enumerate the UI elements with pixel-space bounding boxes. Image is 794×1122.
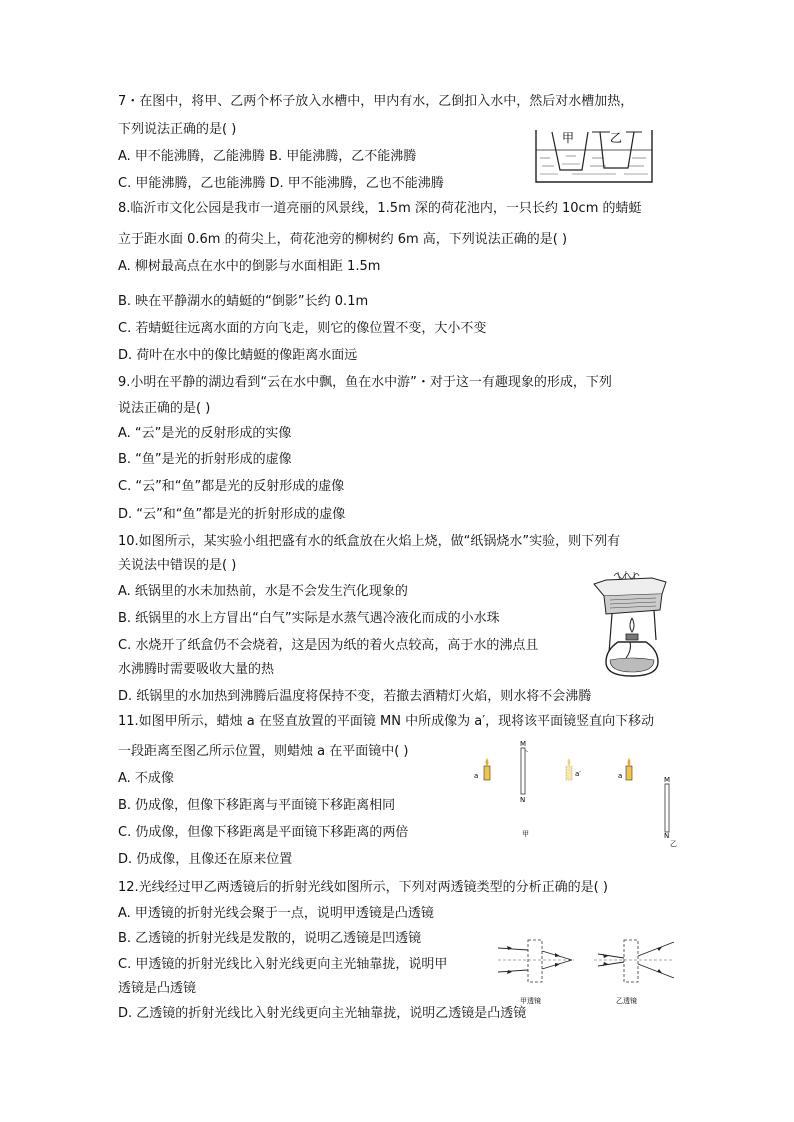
q9-stem-line2: 说法正确的是( ) [118,401,211,416]
q8-stem-line1: 8.临沂市文化公园是我市一道亮丽的风景线，1.5m 深的荷花池内，一只长约 10cm 的蜻蜓 [118,201,642,216]
q7-option-ab: A. 甲不能沸腾，乙能沸腾 B. 甲能沸腾，乙不能沸腾 [118,149,417,164]
q12-lens-figure [494,930,678,1010]
q11-stem-line2: 一段距离至图乙所示位置，则蜡烛 a 在平面镜中( ) [118,744,409,759]
q8-stem-line2: 立于距水面 0.6m 的荷尖上，荷花池旁的柳树约 6m 高，下列说法正确的是( ) [118,232,568,247]
q11-label-jia: 甲 [522,830,529,838]
q10-paper-pot-figure [592,570,670,682]
q10-option-d: D. 纸锅里的水加热到沸腾后温度将保持不变，若撤去酒精灯火焰，则水将不会沸腾 [118,689,592,704]
q10-stem-line1: 10.如图所示，某实验小组把盛有水的纸盒放在火焰上烧，做“纸锅烧水”实验，则下列有 [118,534,621,549]
q11-label-aprime: a′ [575,770,581,778]
q7-label-jia: 甲 [562,131,575,145]
q12-option-a: A. 甲透镜的折射光线会聚于一点，说明甲透镜是凸透镜 [118,906,434,921]
q9-option-c: C. “云”和“鱼”都是光的反射形成的虚像 [118,479,345,494]
q9-option-b: B. “鱼”是光的折射形成的虚像 [118,452,292,467]
q12-option-c: C. 甲透镜的折射光线比入射光线更向主光轴靠拢，说明甲 [118,957,448,972]
q7-option-cd: C. 甲能沸腾，乙也能沸腾 D. 甲不能沸腾，乙也不能沸腾 [118,176,444,191]
q12-option-c-cont: 透镜是凸透镜 [118,981,197,996]
q11-option-b: B. 仍成像，但像下移距离与平面镜下移距离相同 [118,798,396,813]
q11-option-a: A. 不成像 [118,771,174,786]
q11-label-N-jia: N [520,796,526,804]
q11-label-yi: 乙 [670,840,677,848]
q10-option-b: B. 纸锅里的水上方冒出“白气”实际是水蒸气遇冷液化而成的小水珠 [118,611,500,626]
q8-option-b: B. 映在平静湖水的蜻蜓的“倒影”长约 0.1m [118,294,369,309]
q11-option-d: D. 仍成像，且像还在原来位置 [118,852,293,867]
q7-stem-line1: 7・在图中，将甲、乙两个杯子放入水槽中，甲内有水，乙倒扣入水中，然后对水槽加热， [118,94,634,109]
q12-label-yi: 乙透镜 [616,997,637,1005]
q12-label-jia: 甲透镜 [520,997,541,1005]
q10-stem-line2: 关说法中错误的是( ) [118,558,237,573]
q11-label-a-yi: a [618,772,623,780]
q11-mirror-figure [470,738,684,860]
q12-stem: 12.光线经过甲乙两透镜后的折射光线如图所示，下列对两透镜类型的分析正确的是( ) [118,880,608,895]
q7-water-trough-figure [532,128,656,186]
q9-option-d: D. “云”和“鱼”都是光的折射形成的虚像 [118,507,346,522]
q8-option-c: C. 若蜻蜓往远离水面的方向飞走，则它的像位置不变，大小不变 [118,321,487,336]
q8-option-d: D. 荷叶在水中的像比蜻蜓的像距离水面远 [118,348,358,363]
q11-option-c: C. 仍成像，但像下移距离是平面镜下移距离的两倍 [118,825,409,840]
q11-label-N-yi: N [664,832,670,840]
q9-option-a: A. “云”是光的反射形成的实像 [118,426,292,441]
q10-option-c: C. 水烧开了纸盒仍不会烧着，这是因为纸的着火点较高，高于水的沸点且 [118,638,539,653]
q12-option-d: D. 乙透镜的折射光线比入射光线更向主光轴靠拢，说明乙透镜是凸透镜 [118,1006,527,1021]
q10-option-a: A. 纸锅里的水未加热前，水是不会发生汽化现象的 [118,584,408,599]
q10-option-c-cont: 水沸腾时需要吸收大量的热 [118,662,275,677]
q11-stem-line1: 11.如图甲所示，蜡烛 a 在竖直放置的平面镜 MN 中所成像为 a′，现将该平面镜竖直向下移动 [118,714,655,729]
q11-label-M-jia: M [520,740,527,748]
q8-option-a: A. 柳树最高点在水中的倒影与水面相距 1.5m [118,259,381,274]
q7-label-yi: 乙 [610,131,623,145]
q11-label-M-yi: M [664,776,671,784]
q11-label-a-jia: a [474,772,479,780]
q7-stem-line2: 下列说法正确的是( ) [118,122,237,137]
q12-option-b: B. 乙透镜的折射光线是发散的，说明乙透镜是凹透镜 [118,931,422,946]
q9-stem-line1: 9.小明在平静的湖边看到“云在水中飘，鱼在水中游”・对于这一有趣现象的形成，下列 [118,375,612,390]
